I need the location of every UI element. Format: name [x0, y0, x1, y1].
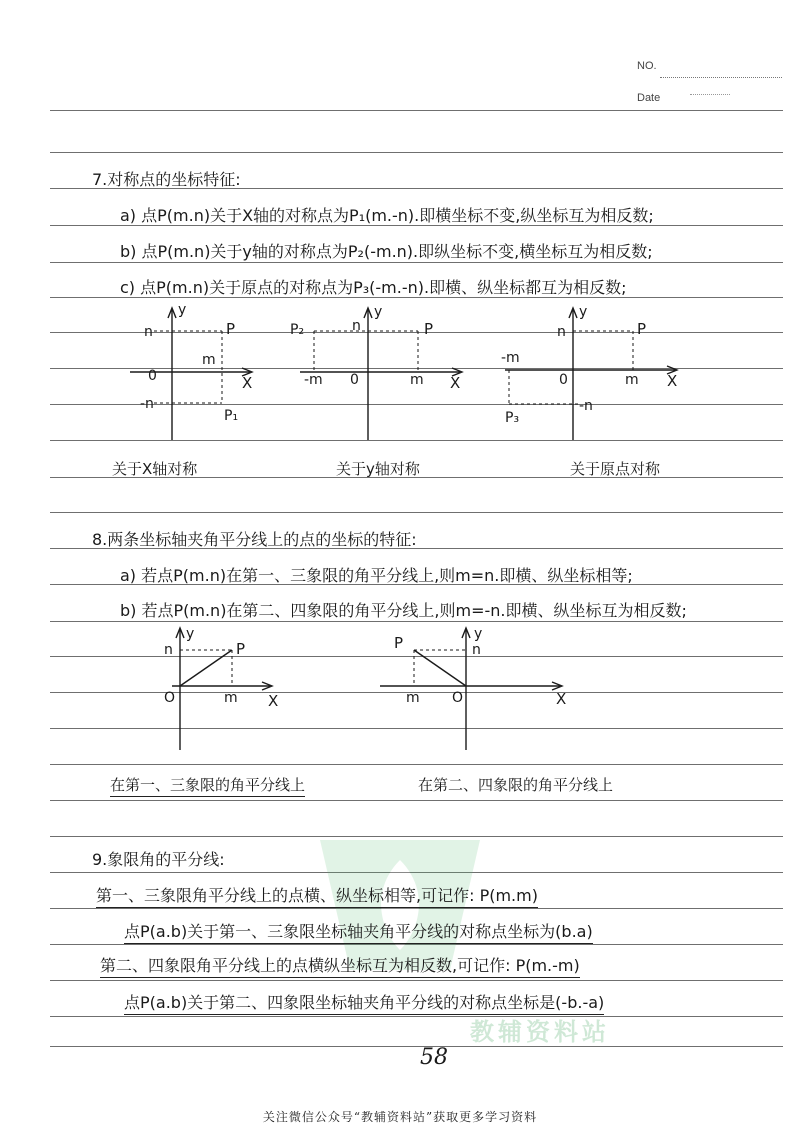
fig7-3-n-label: n [557, 324, 566, 340]
fig7-3-m-label: m [625, 372, 639, 388]
fig8-1-origin-label: O [164, 690, 176, 706]
fig8-2-m-label: m [406, 690, 420, 706]
fig7-3-p-label: P [637, 320, 647, 338]
section8-item-b: b) 若点P(m.n)在第二、四象限的角平分线上,则m=-n.即横、纵坐标互为相反数; [120, 601, 687, 620]
fig7-1-m-label: m [202, 352, 216, 368]
fig7-3-neg-n-label: -n [579, 398, 593, 414]
section9-title: 9.象限角的平分线: [92, 850, 225, 869]
fig7-1-p1-label: P₁ [224, 408, 239, 424]
section9-line-3: 第二、四象限角平分线上的点横纵坐标互为相反数,可记作: P(m.-m) [100, 956, 580, 978]
fig7-2-x-label: X [450, 374, 461, 392]
figure-x-axis-symmetry [130, 300, 270, 450]
fig7-2-p2-label: P₂ [290, 322, 305, 338]
section9-line-1: 第一、三象限角平分线上的点横、纵坐标相等,可记作: P(m.m) [96, 886, 538, 908]
fig8-1-n-label: n [164, 642, 173, 658]
figure-bisector-first-third [160, 622, 300, 754]
section9-line-2: 点P(a.b)关于第一、三象限坐标轴夹角平分线的对称点坐标为(b.a) [124, 922, 593, 944]
fig7-2-y-label: y [374, 304, 383, 320]
section8-item-a: a) 若点P(m.n)在第一、三象限的角平分线上,则m=n.即横、纵坐标相等; [120, 566, 633, 585]
no-label: NO. [637, 60, 657, 72]
date-label: Date [637, 92, 661, 104]
fig8-2-origin-label: O [452, 690, 464, 706]
fig7-3-neg-m-label: -m [501, 350, 520, 366]
page-number: 58 [420, 1045, 448, 1070]
fig8-2-y-label: y [474, 626, 483, 642]
fig7-1-y-label: y [178, 302, 187, 318]
fig7-1-x-label: X [242, 374, 253, 392]
fig7-1-n-label: n [144, 324, 153, 340]
fig7-2-m-label: m [410, 372, 424, 388]
watermark-text: 教辅资料站 [470, 1018, 610, 1046]
fig7-3-origin-label: 0 [559, 372, 568, 388]
footer-note: 关注微信公众号“教辅资料站”获取更多学习资料 [262, 1110, 538, 1124]
fig8-1-caption: 在第一、三象限的角平分线上 [110, 774, 305, 797]
figure-origin-symmetry [495, 300, 685, 450]
section8-title: 8.两条坐标轴夹角平分线上的点的坐标的特征: [92, 530, 417, 549]
fig7-2-p-label: P [424, 320, 434, 338]
section7-item-a: a) 点P(m.n)关于X轴的对称点为P₁(m.-n).即横坐标不变,纵坐标互为相反数; [120, 206, 654, 225]
fig8-2-x-label: X [556, 690, 567, 708]
fig7-1-origin-label: 0 [148, 368, 157, 384]
fig8-1-m-label: m [224, 690, 238, 706]
fig7-1-p-label: P [226, 320, 236, 338]
fig8-1-x-label: X [268, 692, 279, 710]
section7-title: 7.对称点的坐标特征: [92, 170, 241, 189]
date-line [690, 94, 730, 95]
fig7-2-neg-m-label: -m [304, 372, 323, 388]
fig8-2-caption: 在第二、四象限的角平分线上 [418, 776, 614, 794]
fig7-3-y-label: y [579, 304, 588, 320]
section9-line-4: 点P(a.b)关于第二、四象限坐标轴夹角平分线的对称点坐标是(-b.-a) [124, 993, 604, 1015]
fig7-2-origin-label: 0 [350, 372, 359, 388]
fig7-2-n-label: n [352, 318, 361, 334]
fig7-2-caption: 关于y轴对称 [336, 460, 420, 478]
fig7-3-p3-label: P₃ [505, 410, 520, 426]
figure-y-axis-symmetry [290, 300, 470, 450]
fig8-1-p-label: P [236, 640, 246, 658]
figure-bisector-second-fourth [380, 622, 580, 754]
section7-item-b: b) 点P(m.n)关于y轴的对称点为P₂(-m.n).即纵坐标不变,横坐标互为相反数; [120, 242, 653, 261]
fig7-3-x-label: X [667, 372, 678, 390]
fig8-2-p-label: P [394, 634, 404, 652]
fig8-1-y-label: y [186, 626, 195, 642]
fig7-3-caption: 关于原点对称 [570, 460, 661, 478]
section7-item-c: c) 点P(m.n)关于原点的对称点为P₃(-m.-n).即横、纵坐标都互为相反数; [120, 278, 627, 297]
fig8-2-n-label: n [472, 642, 481, 658]
fig7-1-caption: 关于X轴对称 [112, 460, 198, 478]
no-line [660, 77, 782, 78]
fig7-1-neg-n-label: -n [140, 396, 154, 412]
